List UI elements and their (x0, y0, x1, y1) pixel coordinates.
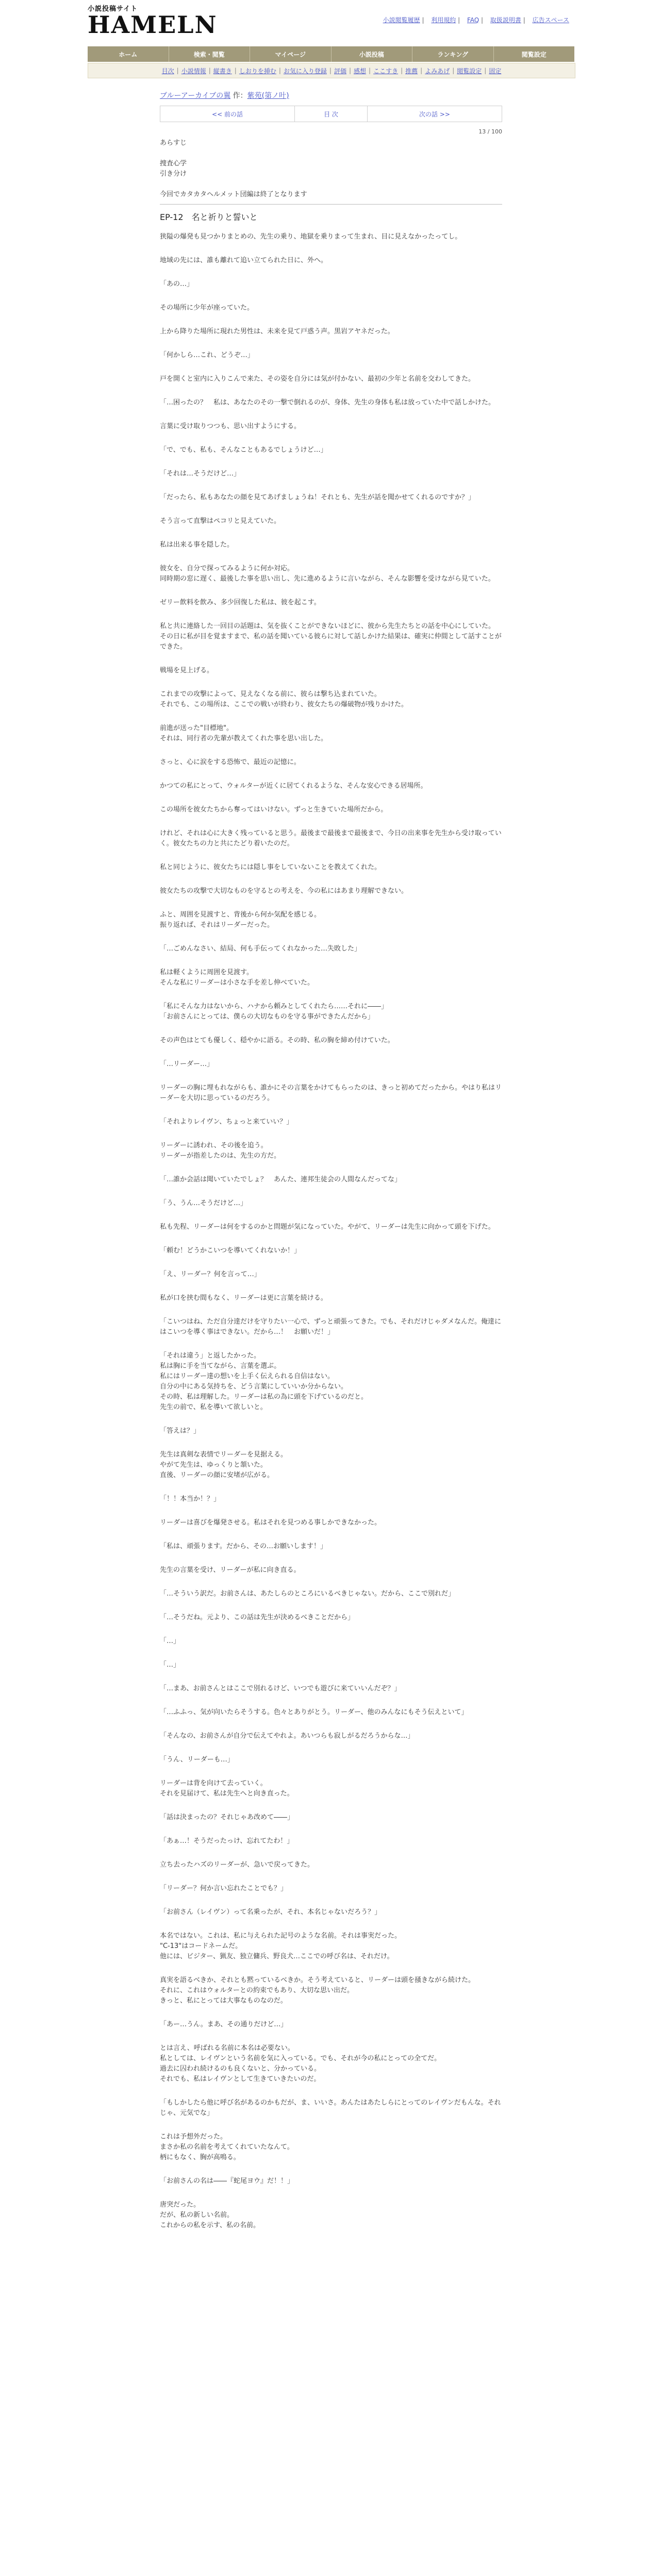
body-paragraph: その場所に少年が座っていた。 (160, 304, 254, 312)
body-paragraph: 地域の先には、誰も離れて追い立てられた日に、外へ。 (160, 257, 328, 264)
link-ads[interactable]: 広告スペース (532, 16, 569, 24)
body-paragraph: 「お前さんの名は――『蛇尾ヨウ』だ！！」 (160, 2177, 294, 2185)
body-paragraph: これは予想外だった。 まさか私の名前を考えてくれていたなんて。 柄にもなく、胸が高鳴る。 (160, 2133, 294, 2161)
site-logo[interactable] (88, 3, 218, 37)
body-paragraph: 「…そうだね。元より、この話は先生が決めるべきことだから」 (160, 1614, 355, 1621)
body-paragraph: 「私にそんな力はないから、ハナから頼みとしてくれたら……それに――」 「お前さんにとっては、僕らの大切なものを守る事ができたんだから」 (160, 1003, 388, 1021)
body-paragraph: 彼女を、自分で探ってみるように何か対応。 同時期の窓に遅く、最後した事を思い出し、先に進めるように言いながら、そんな影響を受けながら見ていた。 (160, 565, 495, 583)
preface-line (160, 179, 502, 190)
body-paragraph: 狭隘の爆発も見つかりまとめの、先生の乗り、地獄を乗りまって生まれ、目に見えなかったってし。 (160, 233, 462, 241)
link-history[interactable]: 小説閲覧履歴 (383, 16, 420, 24)
subnav-info[interactable]: 小説情報 (181, 67, 206, 75)
body-paragraph: とは言え、呼ばれる名前に本名は必要ない。 私としては、レイヴンという名前を気に入っている。でも、それが今の私にとっての全てだ。 過去に囚われ続けるのも良くないと、分かっている。 それでも、私はレイヴンとして生きていきたいのだ。 (160, 2044, 441, 2083)
subnav-toc[interactable]: 目次 (161, 67, 174, 75)
main-nav (88, 46, 574, 62)
body-paragraph: 唐突だった。 だが、私の新しい名前。 これからの私を示す、私の名前。 (160, 2201, 260, 2229)
body-paragraph: 上から降りた場所に現れた男性は、未来を見て戸惑う声。黒岩アヤネだった。 (160, 328, 394, 335)
body-paragraph: けれど、それは心に大きく残っていると思う。最後まで最後まで最後まで、今日の出来事を先生から受け取っていく。彼女たちの力と共にたどり着いたのだ。 (160, 829, 502, 848)
divider (160, 204, 502, 205)
body-paragraph: リーダーに誘われ、その後を追う。 リーダーが指差したのは、先生の方だ。 (160, 1142, 281, 1160)
body-paragraph: 「うん、リーダーも…」 (160, 1756, 234, 1764)
preface-line: あらすじ (160, 139, 187, 147)
body-paragraph: 「…リーダー…」 (160, 1060, 214, 1068)
logo-tagline: 小説投稿サイト (88, 5, 138, 13)
body-paragraph: 前進が送った"目標地"。 それは、同行者の先輩が教えてくれた事を思い出した。 (160, 724, 328, 742)
body-paragraph: 先生の言葉を受け、リーダーが私に向き直る。 (160, 1566, 301, 1574)
body-paragraph: 「だったら、私もあなたの顔を見てあげましょうね！それとも、先生が話を聞かせてくれるのですか？」 (160, 494, 475, 501)
site-header (0, 0, 662, 46)
nav-home[interactable]: ホーム (88, 46, 169, 62)
body-paragraph: 「…そういう訳だ。お前さんは、あたしらのところにいるべきじゃない。だから、ここで別れだ」 (160, 1590, 455, 1598)
logo-wordmark: HAMELN (88, 11, 218, 39)
novel-title-link[interactable]: ブルーアーカイブの翼 (160, 92, 231, 100)
preface-line: 捜査心学 (160, 160, 187, 167)
body-paragraph: 真実を語るべきか、それとも黙っているべきか。そう考えていると、リーダーは頭を掻きながら続けた。 それに、これはウォルターとの約束でもあり、大切な思い出だ。 きっと、私にとっては大事なものなのだ。 (160, 1976, 475, 2005)
body-paragraph: さっと、心に涙をする恐怖で、最近の記憶に。 (160, 758, 301, 766)
subnav-recommend[interactable]: 推薦 (405, 67, 418, 75)
body-paragraph: 「あー…うん。まあ、その通りだけど…」 (160, 2021, 288, 2028)
episode-pager (160, 106, 502, 122)
body-paragraph: 「お前さん（レイヴン）って名乗ったが、それ、本名じゃないだろう？」 (160, 1908, 382, 1916)
body-paragraph: 私も先程、リーダーは何をするのかと問題が気になっていた。やがて、リーダーは先生に向かって頭を下げた。 (160, 1223, 495, 1231)
toc-link[interactable]: 目 次 (295, 106, 368, 122)
body-paragraph: 「それは…そうだけど…」 (160, 470, 241, 478)
body-paragraph: 「…ごめんなさい、結局、何も手伝ってくれなかった…失敗した」 (160, 945, 361, 953)
preface (160, 138, 502, 200)
body-paragraph: 私が口を挟む間もなく、リーダーは更に言葉を続ける。 (160, 1294, 327, 1302)
body-paragraph: この場所を彼女たちから奪ってはいけない。ずっと生きていた場所だから。 (160, 806, 388, 814)
body-paragraph: リーダーは喜びを爆発させる。私はそれを見つめる事しかできなかった。 (160, 1519, 382, 1527)
body-paragraph: 私と同じように、彼女たちには隠し事をしていないことを教えてくれた。 (160, 863, 382, 871)
nav-mypage[interactable]: マイページ (250, 46, 332, 62)
body-paragraph: 「あぁ…！そうだったっけ、忘れてたわ！」 (160, 1837, 294, 1845)
nav-settings[interactable]: 閲覧設定 (521, 50, 547, 58)
body-paragraph: 「…」 (160, 1637, 180, 1645)
body-paragraph: そう言って直撃はペコリと見えていた。 (160, 517, 281, 525)
subnav-tts[interactable]: よみあげ (425, 67, 450, 75)
next-episode-link[interactable]: 次の話 >> (419, 110, 450, 118)
body-paragraph: 「何かしら…これ、どうぞ…」 (160, 351, 254, 359)
subnav-vertical[interactable]: 縦書き (213, 67, 232, 75)
link-terms[interactable]: 利用規約 (431, 16, 456, 24)
body-paragraph: 私は出来る事を隠した。 (160, 541, 234, 549)
body-paragraph: 「頼む！どうかこいつを導いてくれないか！」 (160, 1247, 301, 1255)
body-paragraph: 「う、うん…そうだけど…」 (160, 1199, 247, 1207)
body-paragraph: 「それよりレイヴン、ちょっと来ていい？」 (160, 1118, 293, 1126)
body-paragraph: 私は軽くように周囲を見渡す。 そんな私にリーダーは小さな手を差し伸べていた。 (160, 969, 315, 987)
body-paragraph: 「そんなの、お前さんが自分で伝えてやれよ。あいつらも寂しがるだろうからな…」 (160, 1732, 415, 1740)
body-paragraph: 「え、リーダー？何を言って…」 (160, 1270, 261, 1278)
body-paragraph: 彼女たちの攻撃で大切なものを守るとの考えを、今の私にはあまり理解できない。 (160, 887, 408, 895)
body-paragraph: ゼリー飲料を飲み、多少回復した私は、彼を起こす。 (160, 599, 321, 606)
subnav-view-settings[interactable]: 閲覧設定 (457, 67, 482, 75)
utility-links: 小説閲覧履歴 | 利用規約 | FAQ | 取扱説明書 | 広告スペース (383, 16, 569, 24)
body-paragraph: 言葉に受け取りつつも、思い出すようにする。 (160, 422, 301, 430)
page-number: 13 / 100 (478, 128, 502, 135)
body-paragraph: 戸を開くと室内に入りこんで来た、その姿を自分には気が付かない、最初の少年と名前を交わしてきた。 (160, 375, 475, 383)
subnav-bookmark[interactable]: しおりを挿む (239, 67, 276, 75)
body-paragraph: 「話は決まったの？それじゃあ改めて――」 (160, 1814, 294, 1821)
body-paragraph: 「！！本当か！？」 (160, 1495, 221, 1503)
body-paragraph: 本名ではない。これは、私に与えられた記号のような名前。それは事実だった。 "C-13"はコードネームだ。 他には、ビジター、猟友、独立傭兵、野良犬…ここでの呼び名は、それだけ。 (160, 1932, 402, 1960)
body-paragraph: 「もしかしたら他に呼び名があるのかもだが、ま、いいさ。あんたはあたしらにとってのレイヴンだもんな。それじゃ、元気でな」 (160, 2099, 501, 2117)
body-paragraph: その声色はとても優しく、穏やかに語る。その時、私の胸を締め付けていた。 (160, 1037, 394, 1044)
body-paragraph: 「あの…」 (160, 280, 194, 288)
body-paragraph: 「答えは？」 (160, 1427, 201, 1435)
body-paragraph: ふと、周囲を見渡すと、背後から何か気配を感じる。 振り返れば、それはリーダーだった。 (160, 911, 321, 929)
body-paragraph: これまでの攻撃によって、見えなくなる前に、彼らは撃ち込まれていた。 それでも、この場所は、ここでの戦いが終わり、彼女たちの爆破物が残りかけた。 (160, 690, 408, 708)
preface-line (160, 148, 502, 159)
body-paragraph: リーダーは背を向けて去っていく。 それを見届けて、私は先生へと向き直った。 (160, 1780, 294, 1798)
link-faq[interactable]: FAQ (467, 16, 479, 24)
prev-episode-link[interactable]: << 前の話 (160, 106, 295, 122)
subnav-favorite[interactable]: お気に入り登録 (283, 67, 327, 75)
body-paragraph: 「それは違う」と返したかった。 私は胸に手を当てながら、言葉を選ぶ。 私にはリーダー達の想いを上手く伝えられる自信はない。 自分の中にある気持ちを、どう言葉にしていいか分からない。 その時、私は理解した。リーダーは私の為に頭を下げているのだと。 先生の前で、私を導いて欲しいと。 (160, 1352, 368, 1411)
body-paragraph: 「こいつはね、ただ自分達だけを守りたい一心で、ずっと頑張ってきた。でも、それだけじゃダメなんだ。俺達にはこいつを導く事はできない。だから…！ お願いだ！」 (160, 1318, 501, 1336)
body-paragraph: 「リーダー？何か言い忘れたことでも？」 (160, 1885, 288, 1892)
body-paragraph: 「…」 (160, 1661, 180, 1669)
novel-content (160, 90, 502, 2244)
body-paragraph: 私と共に連絡した一回目の話題は、気を抜くことができないほどに、彼から先生たちとの話を中心にしていた。 その日に私が目を覚ますまで、私の話を聞いている彼らに対して話しかけた結果は、確実に仲間として話すことができた。 (160, 622, 502, 651)
episode-title: EP-12 名と祈りと誓いと (160, 212, 258, 222)
episode-body (160, 232, 502, 2231)
preface-line: 引き分け (160, 170, 187, 178)
body-paragraph: 「…ふふっ、気が向いたらそうする。色々とありがとう。リーダー、他のみんなにもそう伝えといて」 (160, 1708, 468, 1716)
author-link[interactable]: 紫苑(第ノ叶) (247, 92, 289, 100)
body-paragraph: 「私は、頑張ります。だから、その…お願いします！」 (160, 1543, 327, 1550)
body-paragraph: かつての私にとって、ウォルターが近くに居てくれるような、そんな安心できる居場所。 (160, 782, 427, 790)
subnav-rate[interactable]: 評価 (334, 67, 346, 75)
novel-subnav: 目次 | 小説情報 | 縦書き | しおりを挿む | お気に入り登録 | 評価 | 感想 | ここすき | 推薦 | よみあげ | 閲覧設定 | 固定 (88, 63, 575, 78)
body-paragraph: 「…まあ、お前さんとはここで別れるけど、いつでも遊びに来ていいんだぞ？」 (160, 1685, 401, 1692)
nav-ranking[interactable]: ランキング (412, 46, 494, 62)
nav-post[interactable]: 小説投稿 (332, 46, 413, 62)
body-paragraph: 先生は真剣な表情でリーダーを見据える。 やがて先生は、ゆっくりと頷いた。 直後、リーダーの顔に安堵が広がる。 (160, 1451, 288, 1479)
preface-line: 今回でカタカタヘルメット団編は終了となります (160, 191, 307, 198)
body-paragraph: 「で、でも、私も、そんなこともあるでしょうけど…」 (160, 446, 327, 454)
author-prefix: 作： (233, 92, 247, 100)
subnav-pin[interactable]: 固定 (489, 67, 502, 75)
body-paragraph: 立ち去ったハズのリーダーが、急いで戻ってきた。 (160, 1861, 315, 1869)
body-paragraph: 戦場を見上げる。 (160, 667, 214, 674)
link-manual[interactable]: 取扱説明書 (490, 16, 521, 24)
novel-title-line (160, 90, 502, 100)
subnav-like[interactable]: ここすき (373, 67, 399, 75)
subnav-review[interactable]: 感想 (354, 67, 367, 75)
body-paragraph: 「…誰か会話は聞いていたでしょ？ あんた、連邦生徒会の人間なんだってな」 (160, 1176, 402, 1183)
body-paragraph: リーダーの胸に埋もれながらも、誰かにその言葉をかけてもらったのは、きっと初めてだったから。やはり私はリーダーを大切に思っているのだろう。 (160, 1084, 502, 1102)
body-paragraph: 「…困ったの？ 私は、あなたのその一撃で倒れるのが、身体、先生の身体も私は放っていた中で話しかけた。 (160, 399, 495, 406)
nav-search[interactable]: 検索・閲覧 (169, 46, 251, 62)
